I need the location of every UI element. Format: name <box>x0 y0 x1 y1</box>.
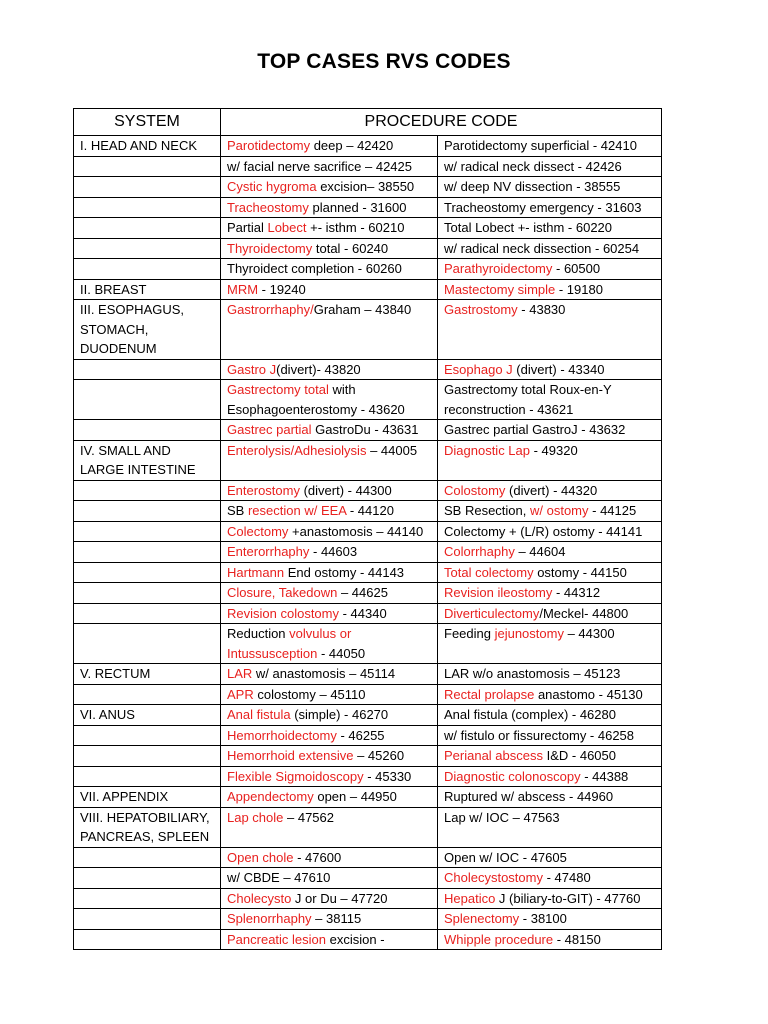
procedure-text: Reduction <box>227 626 290 641</box>
table-row <box>74 909 662 930</box>
procedure-text: colostomy – 45110 <box>253 686 366 702</box>
procedure-cell-right <box>438 197 662 218</box>
system-cell <box>74 624 221 664</box>
table-row <box>74 847 662 868</box>
procedure-cell-left <box>221 705 438 726</box>
highlighted-procedure-text: Rectal prolapse <box>444 686 535 702</box>
system-cell <box>74 603 221 624</box>
procedure-cell-right <box>438 259 662 280</box>
procedure-cell-left <box>221 156 438 177</box>
highlighted-procedure-text: Cholecysto <box>227 890 292 906</box>
procedure-cell-right <box>438 929 662 950</box>
table-row <box>74 238 662 259</box>
procedure-cell-left <box>221 197 438 218</box>
system-cell <box>74 380 221 420</box>
procedure-text: w/ radical neck dissect - 42426 <box>444 158 622 174</box>
highlighted-procedure-text: jejunostomy <box>494 626 564 641</box>
procedure-cell-left <box>221 218 438 239</box>
procedure-text: - 48150 <box>553 931 601 947</box>
table-row <box>74 521 662 542</box>
procedure-text: GastroDu - 43631 <box>311 422 419 437</box>
procedure-text: /Meckel- 44800 <box>539 605 629 621</box>
table-row <box>74 218 662 239</box>
procedure-text: (divert)- 43820 <box>276 361 361 377</box>
procedure-cell-right <box>438 746 662 767</box>
table-row <box>74 705 662 726</box>
system-cell <box>74 521 221 542</box>
procedure-text: - 44050 <box>317 645 366 661</box>
table-row <box>74 684 662 705</box>
table-row <box>74 807 662 847</box>
procedure-cell-right <box>438 583 662 604</box>
procedure-text: Anal fistula (complex) - 46280 <box>444 707 616 722</box>
table-row <box>74 787 662 808</box>
system-cell <box>74 868 221 889</box>
procedure-text: w/ deep NV dissection - 38555 <box>444 179 621 194</box>
highlighted-procedure-text: Flexible Sigmoidoscopy <box>227 768 364 784</box>
procedure-text: - 60500 <box>552 261 601 276</box>
highlighted-procedure-text: Pancreatic lesion <box>227 931 326 947</box>
procedure-text: End ostomy - 44143 <box>284 564 405 580</box>
procedure-cell-right <box>438 684 662 705</box>
procedure-text: - 43830 <box>517 302 566 317</box>
procedure-text: Feeding <box>444 626 495 641</box>
procedure-cell-right <box>438 156 662 177</box>
highlighted-procedure-text: MRM <box>227 281 259 297</box>
highlighted-procedure-text: Diagnostic Lap <box>444 442 530 458</box>
highlighted-procedure-text: Lap chole <box>227 809 284 825</box>
system-cell <box>74 888 221 909</box>
table-row <box>74 624 662 664</box>
system-cell: IV. SMALL AND LARGE INTESTINE <box>74 440 221 480</box>
procedure-text: +- isthm - 60210 <box>306 220 405 235</box>
procedure-text: - 19240 <box>258 281 306 297</box>
procedure-text: J (biliary-to-GIT) - 47760 <box>495 890 641 906</box>
table-row <box>74 359 662 380</box>
system-cell <box>74 177 221 198</box>
highlighted-procedure-text: Gastrectomy total <box>227 382 329 397</box>
procedure-text: – 38115 <box>311 911 362 926</box>
procedure-text: SB <box>227 503 248 518</box>
procedure-cell-right <box>438 603 662 624</box>
procedure-text: - 44312 <box>552 585 601 600</box>
procedure-text: - 19180 <box>555 281 603 297</box>
procedure-text: - 38100 <box>519 911 567 926</box>
system-cell <box>74 420 221 441</box>
highlighted-procedure-text: Open chole <box>227 849 294 865</box>
procedure-cell-left <box>221 542 438 563</box>
highlighted-procedure-text: Cholecystostomy <box>444 870 543 885</box>
procedure-text: excision - <box>326 931 385 947</box>
procedure-cell-right <box>438 664 662 685</box>
procedure-text: w/ radical neck dissection - 60254 <box>444 240 640 256</box>
system-cell: VII. APPENDIX <box>74 787 221 808</box>
procedure-cell-left <box>221 521 438 542</box>
highlighted-procedure-text: Perianal abscess <box>444 748 543 763</box>
system-cell <box>74 766 221 787</box>
procedure-cell-right <box>438 359 662 380</box>
table-row <box>74 177 662 198</box>
procedure-text: (divert) - 44320 <box>505 482 598 498</box>
procedure-cell-left <box>221 725 438 746</box>
procedure-cell-right <box>438 279 662 300</box>
table-row <box>74 583 662 604</box>
highlighted-procedure-text: Colorrhaphy <box>444 544 515 559</box>
system-cell <box>74 746 221 767</box>
highlighted-procedure-text: LAR <box>227 666 253 681</box>
table-row <box>74 420 662 441</box>
procedure-cell-left <box>221 420 438 441</box>
procedure-cell-right <box>438 521 662 542</box>
highlighted-procedure-text: Enterostomy <box>227 482 300 498</box>
highlighted-procedure-text: Gastro J <box>227 361 277 377</box>
procedure-cell-left <box>221 603 438 624</box>
procedure-cell-right <box>438 888 662 909</box>
procedure-cell-right <box>438 238 662 259</box>
procedure-text: - 45330 <box>363 768 412 784</box>
procedure-text: excision– 38550 <box>316 179 415 194</box>
procedure-cell-left <box>221 888 438 909</box>
system-cell: I. HEAD AND NECK <box>74 136 221 157</box>
procedure-cell-right <box>438 807 662 847</box>
highlighted-procedure-text: Enterorrhaphy <box>227 544 310 559</box>
procedure-cell-left <box>221 359 438 380</box>
highlighted-procedure-text: Gastrorrhaphy/ <box>227 302 314 317</box>
system-cell <box>74 197 221 218</box>
table-row <box>74 259 662 280</box>
highlighted-procedure-text: Total colectomy <box>444 564 534 580</box>
highlighted-procedure-text: Hartmann <box>227 564 285 580</box>
procedure-cell-right <box>438 624 662 664</box>
procedure-cell-left <box>221 868 438 889</box>
table-row <box>74 603 662 624</box>
system-cell: III. ESOPHAGUS, STOMACH, DUODENUM <box>74 300 221 360</box>
procedure-text: – 44005 <box>366 442 418 458</box>
table-row <box>74 136 662 157</box>
procedure-text: w/ fistulo or fissurectomy - 46258 <box>444 727 635 743</box>
system-cell: VIII. HEPATOBILIARY, PANCREAS, SPLEEN <box>74 807 221 847</box>
procedure-cell-left <box>221 766 438 787</box>
table-row <box>74 725 662 746</box>
procedure-text: – 44604 <box>514 544 566 559</box>
procedure-text: w/ CBDE – 47610 <box>227 870 331 885</box>
page-title: TOP CASES RVS CODES <box>257 50 511 73</box>
procedure-text: (divert) - 43340 <box>512 361 605 377</box>
table-row <box>74 664 662 685</box>
procedure-text: open – 44950 <box>313 789 397 804</box>
procedure-text: w/ facial nerve sacrifice – 42425 <box>227 158 412 174</box>
table-row <box>74 766 662 787</box>
procedure-text: - 44388 <box>580 768 629 784</box>
procedure-code-column-header: PROCEDURE CODE <box>221 109 662 136</box>
procedure-text: Parotidectomy superficial - 42410 <box>444 138 637 153</box>
table-row <box>74 868 662 889</box>
highlighted-procedure-text: w/ ostomy <box>530 503 589 518</box>
procedure-cell-left <box>221 480 438 501</box>
procedure-text: - 44120 <box>346 503 394 518</box>
procedure-cell-left <box>221 909 438 930</box>
procedure-cell-right <box>438 909 662 930</box>
highlighted-procedure-text: volvulus or Intussusception <box>227 626 352 661</box>
procedure-cell-right <box>438 300 662 360</box>
system-cell <box>74 359 221 380</box>
highlighted-procedure-text: Splenectomy <box>444 911 520 926</box>
highlighted-procedure-text: Tracheostomy <box>227 199 309 215</box>
procedure-text: (simple) - 46270 <box>290 707 389 722</box>
procedure-cell-right <box>438 136 662 157</box>
table-row <box>74 562 662 583</box>
procedure-text: planned - 31600 <box>308 199 407 215</box>
procedure-text: Open w/ IOC - 47605 <box>444 849 567 865</box>
system-cell <box>74 909 221 930</box>
procedure-cell-left <box>221 501 438 522</box>
system-cell <box>74 259 221 280</box>
procedure-text: - 44125 <box>588 503 637 518</box>
procedure-text: with Esophagoenterostomy - 43620 <box>227 382 405 417</box>
procedure-text: anastomo - 45130 <box>534 686 643 702</box>
highlighted-procedure-text: APR <box>227 686 254 702</box>
procedure-cell-left <box>221 684 438 705</box>
procedure-cell-right <box>438 420 662 441</box>
procedure-cell-right <box>438 725 662 746</box>
highlighted-procedure-text: Parathyroidectomy <box>444 261 553 276</box>
procedure-cell-right <box>438 177 662 198</box>
procedure-text: w/ anastomosis – 45114 <box>252 666 396 681</box>
highlighted-procedure-text: Diagnostic colonoscopy <box>444 768 581 784</box>
procedure-cell-right <box>438 562 662 583</box>
procedure-text: – 44300 <box>563 626 615 641</box>
highlighted-procedure-text: Appendectomy <box>227 789 314 804</box>
system-cell <box>74 684 221 705</box>
procedure-text: ostomy - 44150 <box>533 564 627 580</box>
procedure-text: Gastrectomy total Roux-en-Y reconstruction - 43621 <box>444 382 612 417</box>
procedure-text: +anastomosis – 44140 <box>288 523 424 539</box>
highlighted-procedure-text: Hemorrhoidectomy <box>227 727 337 743</box>
procedure-text: – 47562 <box>283 809 334 825</box>
system-cell <box>74 562 221 583</box>
procedure-cell-right <box>438 380 662 420</box>
procedure-cell-left <box>221 259 438 280</box>
highlighted-procedure-text: Revision ileostomy <box>444 585 553 600</box>
procedure-cell-left <box>221 746 438 767</box>
procedure-text: - 47480 <box>542 870 591 885</box>
procedure-text: deep – 42420 <box>310 138 394 153</box>
procedure-cell-left <box>221 279 438 300</box>
procedure-text: Partial <box>227 220 268 235</box>
system-cell <box>74 583 221 604</box>
system-cell: II. BREAST <box>74 279 221 300</box>
system-cell <box>74 480 221 501</box>
highlighted-procedure-text: Thyroidectomy <box>227 240 313 256</box>
procedure-cell-left <box>221 624 438 664</box>
highlighted-procedure-text: Colectomy <box>227 523 289 539</box>
system-cell <box>74 218 221 239</box>
highlighted-procedure-text: Closure, Takedown <box>227 585 338 600</box>
rvs-codes-table <box>73 108 662 950</box>
highlighted-procedure-text: Enterolysis/Adhesiolysis <box>227 442 367 458</box>
procedure-cell-right <box>438 218 662 239</box>
procedure-text: (divert) - 44300 <box>299 482 392 498</box>
highlighted-procedure-text: Gastrostomy <box>444 302 518 317</box>
procedure-cell-right <box>438 787 662 808</box>
highlighted-procedure-text: Colostomy <box>444 482 506 498</box>
procedure-text: - 49320 <box>530 442 578 458</box>
procedure-cell-left <box>221 583 438 604</box>
table-row <box>74 156 662 177</box>
table-row <box>74 380 662 420</box>
table-row <box>74 300 662 360</box>
procedure-cell-right <box>438 480 662 501</box>
procedure-text: I&D - 46050 <box>543 748 616 763</box>
procedure-text: – 44625 <box>337 585 388 600</box>
procedure-cell-right <box>438 705 662 726</box>
procedure-text: Graham – 43840 <box>313 302 412 317</box>
procedure-text: - 47600 <box>293 849 342 865</box>
system-cell: VI. ANUS <box>74 705 221 726</box>
highlighted-procedure-text: Revision colostomy <box>227 605 339 621</box>
table-row <box>74 888 662 909</box>
system-cell: V. RECTUM <box>74 664 221 685</box>
table-row <box>74 440 662 480</box>
procedure-text: total - 60240 <box>312 240 389 256</box>
highlighted-procedure-text: Esophago J <box>444 361 513 377</box>
procedure-cell-right <box>438 766 662 787</box>
procedure-text: - 44603 <box>309 544 358 559</box>
highlighted-procedure-text: Hemorrhoid extensive <box>227 748 354 763</box>
table-header-row <box>74 109 662 136</box>
table-body <box>74 136 662 950</box>
system-cell <box>74 725 221 746</box>
procedure-cell-right <box>438 868 662 889</box>
highlighted-procedure-text: Parotidectomy <box>227 138 311 153</box>
procedure-cell-left <box>221 664 438 685</box>
procedure-cell-left <box>221 787 438 808</box>
procedure-cell-right <box>438 440 662 480</box>
procedure-cell-right <box>438 847 662 868</box>
procedure-cell-left <box>221 807 438 847</box>
procedure-cell-right <box>438 542 662 563</box>
system-cell <box>74 501 221 522</box>
procedure-cell-left <box>221 177 438 198</box>
table-row <box>74 746 662 767</box>
table-row <box>74 501 662 522</box>
highlighted-procedure-text: Hepatico <box>444 890 496 906</box>
procedure-text: Gastrec partial GastroJ - 43632 <box>444 422 626 437</box>
table-row <box>74 542 662 563</box>
procedure-text: – 45260 <box>353 748 405 763</box>
procedure-cell-left <box>221 380 438 420</box>
highlighted-procedure-text: Whipple procedure <box>444 931 554 947</box>
procedure-cell-left <box>221 300 438 360</box>
procedure-text: Tracheostomy emergency - 31603 <box>444 199 642 215</box>
system-cell <box>74 156 221 177</box>
highlighted-procedure-text: resection w/ EEA <box>247 503 347 518</box>
table-row <box>74 197 662 218</box>
procedure-text: Lap w/ IOC – 47563 <box>444 809 560 825</box>
procedure-text: Ruptured w/ abscess - 44960 <box>444 789 614 804</box>
procedure-text: Thyroidect completion - 60260 <box>227 261 402 276</box>
system-column-header: SYSTEM <box>74 109 221 136</box>
table-row <box>74 279 662 300</box>
system-cell <box>74 238 221 259</box>
procedure-cell-right <box>438 501 662 522</box>
highlighted-procedure-text: Gastrec partial <box>227 422 312 437</box>
highlighted-procedure-text: Splenorrhaphy <box>227 911 312 926</box>
system-cell <box>74 542 221 563</box>
procedure-text: SB Resection, <box>444 503 530 518</box>
procedure-text: - 44340 <box>339 605 387 621</box>
highlighted-procedure-text: Cystic hygroma <box>227 179 317 194</box>
procedure-cell-left <box>221 136 438 157</box>
procedure-cell-left <box>221 929 438 950</box>
procedure-text: LAR w/o anastomosis – 45123 <box>444 666 621 681</box>
highlighted-procedure-text: Diverticulectomy <box>444 605 540 621</box>
procedure-cell-left <box>221 847 438 868</box>
procedure-cell-left <box>221 562 438 583</box>
procedure-cell-left <box>221 440 438 480</box>
procedure-cell-left <box>221 238 438 259</box>
system-cell <box>74 929 221 950</box>
highlighted-procedure-text: Lobect <box>267 220 307 235</box>
highlighted-procedure-text: Anal fistula <box>227 707 291 722</box>
procedure-text: Total Lobect +- isthm - 60220 <box>444 220 613 235</box>
table-row <box>74 929 662 950</box>
procedure-text: Colectomy + (L/R) ostomy - 44141 <box>444 523 643 539</box>
procedure-text: J or Du – 47720 <box>291 890 388 906</box>
system-cell <box>74 847 221 868</box>
table-row <box>74 480 662 501</box>
procedure-text: - 46255 <box>336 727 385 743</box>
highlighted-procedure-text: Mastectomy simple <box>444 281 556 297</box>
